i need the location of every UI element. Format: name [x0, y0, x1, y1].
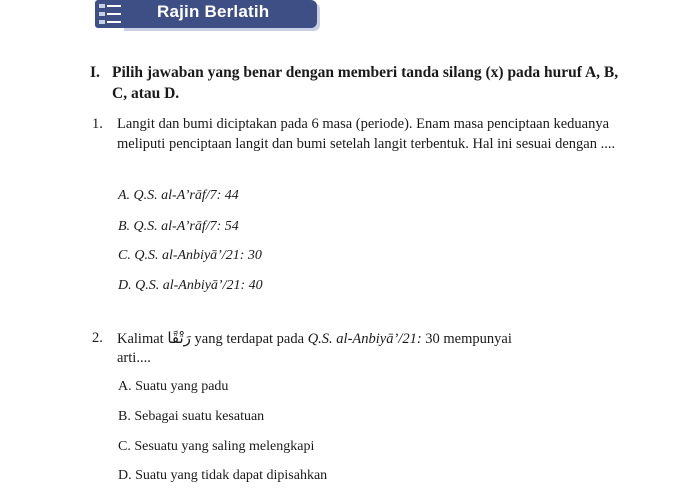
option-a[interactable]: A. Q.S. al-A’rāf/7: 44: [118, 188, 239, 203]
option-b[interactable]: B. Sebagai suatu kesatuan: [118, 409, 265, 424]
option-d[interactable]: D. Suatu yang tidak dapat dipisahkan: [118, 468, 328, 483]
question-text-end: 30 mempunyai: [425, 331, 512, 347]
question-number: 2.: [92, 330, 103, 346]
option-c[interactable]: C. Sesuatu yang saling melengkapi: [118, 439, 315, 454]
question-text: [117, 328, 627, 349]
section-header: [95, 0, 317, 30]
option-c[interactable]: C. Q.S. al-Anbiyā’/21: 30: [118, 248, 262, 263]
option-d[interactable]: D. Q.S. al-Anbiyā’/21: 40: [118, 278, 263, 293]
question-number: 1.: [92, 116, 103, 132]
question-text-before: Kalimat: [117, 331, 164, 347]
header-title: Rajin Berlatih: [157, 2, 270, 21]
question-text-after: yang terdapat pada: [194, 331, 305, 347]
question-text-line2: arti....: [117, 350, 151, 366]
option-a[interactable]: A. Suatu yang padu: [118, 379, 229, 394]
quran-reference: Q.S. al-Anbiyā’/21:: [307, 331, 422, 347]
option-b[interactable]: B. Q.S. al-A’rāf/7: 54: [118, 219, 239, 234]
arabic-word: رَتْقًا: [167, 329, 191, 347]
question-text: Langit dan bumi diciptakan pada 6 masa (periode). Enam masa penciptaan keduanya meliputi penciptaan langit dan bumi setelah langit terbentuk. Hal ini sesuai dengan ....: [117, 116, 616, 152]
section-number: I.: [90, 64, 100, 81]
instruction-text: Pilih jawaban yang benar dengan memberi tanda silang (x) pada huruf A, B, C, atau D.: [112, 64, 619, 102]
